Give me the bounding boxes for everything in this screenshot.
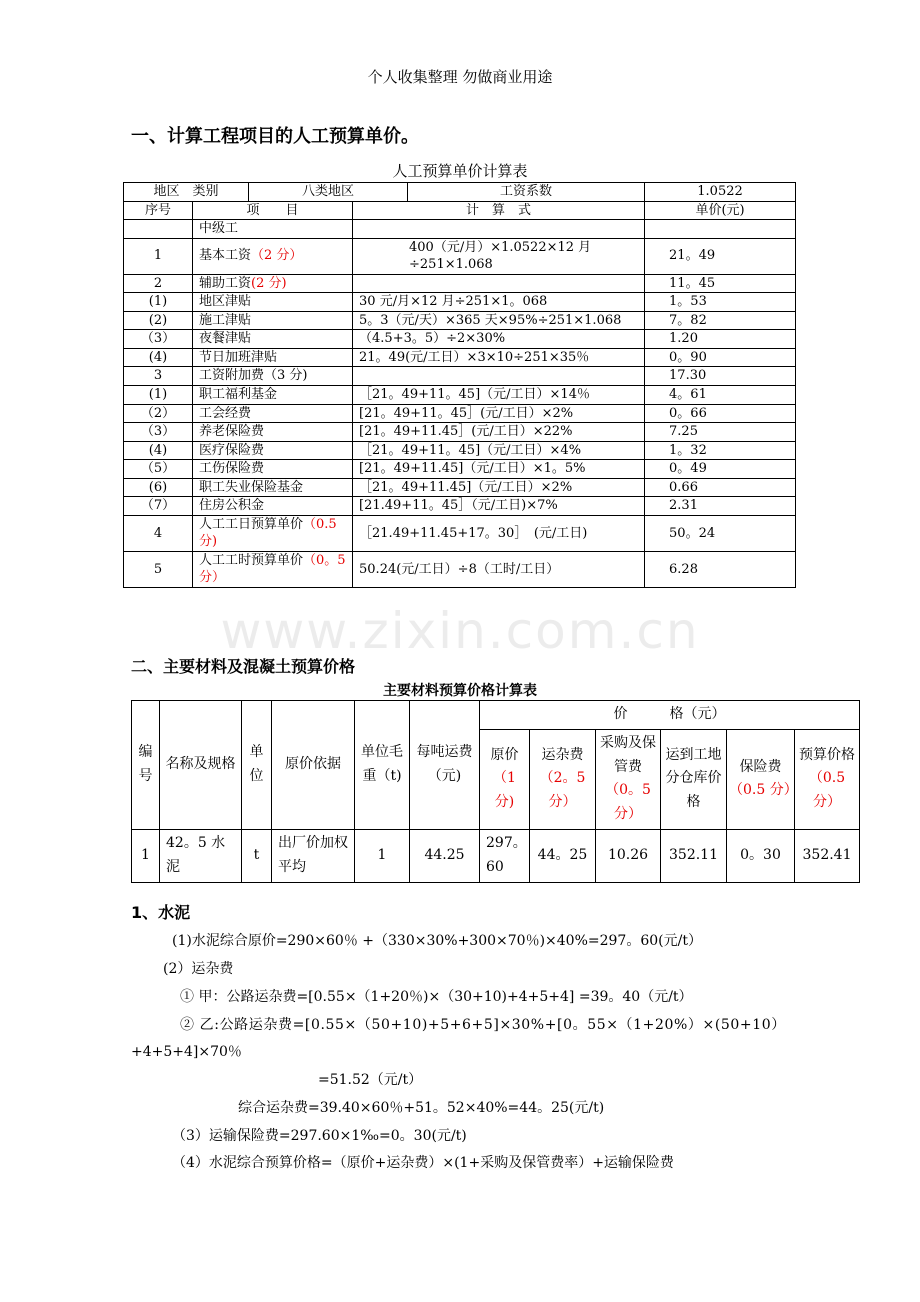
header-misc-freight: 运杂费 （2。5 分）: [530, 729, 596, 829]
row-item: [193, 551, 353, 587]
row-formula: [21。49+11.45］(元/工日）×22%: [353, 423, 645, 442]
row-item-text: 职工失业保险基金: [199, 479, 304, 495]
row-price: 50。24: [645, 515, 796, 551]
row-item-text: 养老保险费: [199, 424, 265, 440]
row-item-text: 地区津贴: [199, 294, 252, 310]
calc-line: (1)水泥综合原价=290×60％ +（330×30%+300×70％)×40%=297。60(元/t）: [172, 933, 702, 949]
coef-label: 工资系数: [500, 184, 553, 199]
row-formula: [353, 367, 645, 386]
row-price: 1.20: [645, 330, 796, 349]
calc-line: ② 乙:公路运杂费=[0.55×（50+10)+5+6+5]×30%+[0。55×（1+20%）×(50+10）: [180, 1017, 786, 1033]
row-no: 5: [124, 551, 193, 587]
row-price: 0。66: [645, 404, 796, 423]
row-item: [193, 330, 353, 349]
header-price: 单价(元): [645, 201, 796, 220]
row-no: 1: [124, 238, 193, 274]
row-price: 4。61: [645, 386, 796, 405]
table-row: [124, 238, 796, 274]
cell-orig-price: 297。60: [480, 829, 530, 882]
row-no: （3）: [124, 330, 193, 349]
row-item: [193, 220, 353, 239]
row-item: [193, 441, 353, 460]
row-formula: [21。49+11.45]（元/工日）×1。5%: [353, 460, 645, 479]
row-item: [193, 460, 353, 479]
table-row: [124, 551, 796, 587]
table-row: [124, 311, 796, 330]
cell-name: 42。5 水泥: [160, 829, 242, 882]
table1-caption: 人工预算单价计算表: [392, 162, 528, 180]
calc-line: （3）运输保险费=297.60×1‰=0。30(元/t): [172, 1128, 467, 1144]
row-item: [193, 478, 353, 497]
row-item-text: 职工福利基金: [199, 387, 278, 403]
labor-price-table-body: [123, 182, 796, 588]
row-no: 3: [124, 367, 193, 386]
row-item-text: 中级工: [199, 221, 239, 237]
row-no: (4): [124, 348, 193, 367]
row-item: [193, 348, 353, 367]
coef-value: 1.0522: [645, 183, 796, 202]
cell-basis: 出厂价加权平均: [272, 829, 355, 882]
row-no: （5）: [124, 460, 193, 479]
cell-budget: 352.41: [795, 829, 860, 882]
row-item-text: 工伤保险费: [199, 461, 265, 477]
row-price: 11。45: [645, 274, 796, 293]
row-item-text: 基本工资: [199, 248, 252, 264]
header-note: 个人收集整理 勿做商业用途: [367, 68, 553, 86]
header-formula: 计 算 式: [353, 201, 645, 220]
row-price: 7.25: [645, 423, 796, 442]
calc-line: +4+5+4]×70％: [131, 1044, 242, 1060]
row-formula: [21.49+11。45］（元/工日)×7%: [353, 497, 645, 516]
table-row: [132, 701, 860, 730]
row-item: [193, 423, 353, 442]
header-unit: 单位: [242, 701, 272, 830]
row-formula: 50.24(元/工日）÷8（工时/工日）: [353, 551, 645, 587]
calc-line: ① 甲：公路运杂费=[0.55×（1+20％)×（30+10)+4+5+4] =39。40（元/t）: [180, 989, 693, 1005]
row-item-score: （0.5 分): [199, 516, 337, 550]
row-price: [645, 220, 796, 239]
row-no: (2): [124, 311, 193, 330]
header-orig-price: 原价 （1 分): [480, 729, 530, 829]
cell-insurance: 0。30: [727, 829, 795, 882]
table-row: [124, 404, 796, 423]
row-price: 0。90: [645, 348, 796, 367]
row-item: [193, 386, 353, 405]
cell-freight-per-ton: 44.25: [410, 829, 480, 882]
row-item-score: （2 分）: [251, 248, 303, 264]
header-freight-per-ton: 每吨运费（元): [410, 701, 480, 830]
table-row: [124, 386, 796, 405]
row-formula: 21。49(元/工日）×3×10÷251×35％: [353, 348, 645, 367]
row-item-text: 工资附加费（3 分): [199, 368, 308, 384]
row-item-text: 住房公积金: [199, 498, 265, 514]
row-formula: （4.5+3。5）÷2×30%: [353, 330, 645, 349]
row-item: [193, 497, 353, 516]
table-row: [124, 274, 796, 293]
cell-gross-weight: 1: [355, 829, 410, 882]
row-item-score: (2 分): [251, 275, 287, 291]
row-price: 7。82: [645, 311, 796, 330]
header-insurance: 保险费 （0.5 分）: [727, 729, 795, 829]
section3-title: 1、水泥: [131, 903, 191, 922]
header-purchase: 采购及保管费 （0。5 分）: [596, 729, 661, 829]
region-label: 地区 类别: [124, 183, 249, 202]
row-formula: 30 元/月×12 月÷251×1。068: [353, 293, 645, 312]
row-price: 0.66: [645, 478, 796, 497]
table-row: [124, 367, 796, 386]
row-item: [193, 404, 353, 423]
row-item: [193, 238, 353, 274]
row-formula: 400（元/月）×1.0522×12 月÷251×1.068: [353, 238, 645, 274]
table-row: [124, 348, 796, 367]
row-item: [193, 274, 353, 293]
row-no: [124, 220, 193, 239]
row-item-text: 人工工时预算单价: [199, 552, 304, 568]
section2-title: 二、主要材料及混凝土预算价格: [131, 657, 356, 676]
row-no: 2: [124, 274, 193, 293]
row-item: [193, 367, 353, 386]
row-formula: ［21.49+11.45+17。30］ (元/工日): [353, 515, 645, 551]
row-item: [193, 515, 353, 551]
row-price: 1。32: [645, 441, 796, 460]
calc-line: =51.52（元/t）: [318, 1072, 423, 1088]
header-budget: 预算价格 （0.5 分）: [795, 729, 860, 829]
table-row: [124, 478, 796, 497]
row-formula: ［21。49+11。45]（元/工日）×4%: [353, 441, 645, 460]
table-row: [124, 220, 796, 239]
row-price: 2.31: [645, 497, 796, 516]
row-item-text: 辅助工资: [199, 275, 252, 291]
row-item-text: 节日加班津贴: [199, 349, 278, 365]
row-price: 0。49: [645, 460, 796, 479]
section1-title: 一、计算工程项目的人工预算单价。: [131, 126, 419, 147]
row-price: 17.30: [645, 367, 796, 386]
header-site-price: 运到工地分仓库价格: [661, 729, 727, 829]
cell-purchase: 10.26: [596, 829, 661, 882]
row-formula: ［21。49+11.45]（元/工日）×2%: [353, 478, 645, 497]
row-item-text: 夜餐津贴: [199, 331, 252, 347]
row-item: [193, 311, 353, 330]
row-price: 6.28: [645, 551, 796, 587]
calc-line: (2）运杂费: [163, 961, 234, 977]
cell-no: 1: [132, 829, 160, 882]
table-row: [124, 293, 796, 312]
table2-caption: 主要材料预算价格计算表: [383, 683, 537, 699]
header-no: 序号: [124, 201, 193, 220]
row-no: （2）: [124, 404, 193, 423]
row-formula: [353, 274, 645, 293]
row-formula: [353, 220, 645, 239]
table-row: [124, 515, 796, 551]
table-row: [124, 497, 796, 516]
row-item-text: 工会经费: [199, 405, 252, 421]
cell-site-price: 352.11: [661, 829, 727, 882]
header-name: 名称及规格: [160, 701, 242, 830]
region-value-text: 八类地区: [249, 183, 408, 201]
watermark: www.zixin.com.cn: [220, 602, 700, 660]
row-no: (1): [124, 386, 193, 405]
header-basis: 原价依据: [272, 701, 355, 830]
header-gross-weight: 单位毛重（t): [355, 701, 410, 830]
row-item: [193, 293, 353, 312]
table-row: [124, 183, 796, 202]
calc-line: 综合运杂费=39.40×60％+51。52×40%=44。25(元/t): [238, 1100, 605, 1116]
row-no: (1): [124, 293, 193, 312]
header-price-group: 价 格（元）: [480, 701, 860, 730]
row-formula: [21。49+11。45］(元/工日）×2%: [353, 404, 645, 423]
table-row: [124, 460, 796, 479]
row-no: （7）: [124, 497, 193, 516]
cell-misc-freight: 44。25: [530, 829, 596, 882]
table-row: [124, 330, 796, 349]
row-price: 21。49: [645, 238, 796, 274]
calc-line: （4）水泥综合预算价格=（原价+运杂费）×(1+采购及保管费率）+运输保险费: [172, 1155, 674, 1171]
header-no: 编号: [132, 701, 160, 830]
table-row: [124, 423, 796, 442]
table-row: [124, 441, 796, 460]
material-price-table: [131, 700, 860, 883]
row-no: （3）: [124, 423, 193, 442]
cell-unit: t: [242, 829, 272, 882]
row-price: 1。53: [645, 293, 796, 312]
region-value: [249, 183, 645, 202]
row-no: (6): [124, 478, 193, 497]
row-item-text: 医疗保险费: [199, 442, 265, 458]
row-no: 4: [124, 515, 193, 551]
row-formula: ［21。49+11。45]（元/工日）×14％: [353, 386, 645, 405]
table-row: [124, 201, 796, 220]
row-item-text: 施工津贴: [199, 312, 252, 328]
row-item-text: 人工工日预算单价: [199, 516, 304, 532]
row-formula: 5。3（元/天）×365 天×95%÷251×1.068: [353, 311, 645, 330]
row-no: (4): [124, 441, 193, 460]
row-item-score: （0。5 分）: [199, 552, 346, 586]
header-item: 项 目: [193, 201, 353, 220]
table-row: [132, 829, 860, 882]
